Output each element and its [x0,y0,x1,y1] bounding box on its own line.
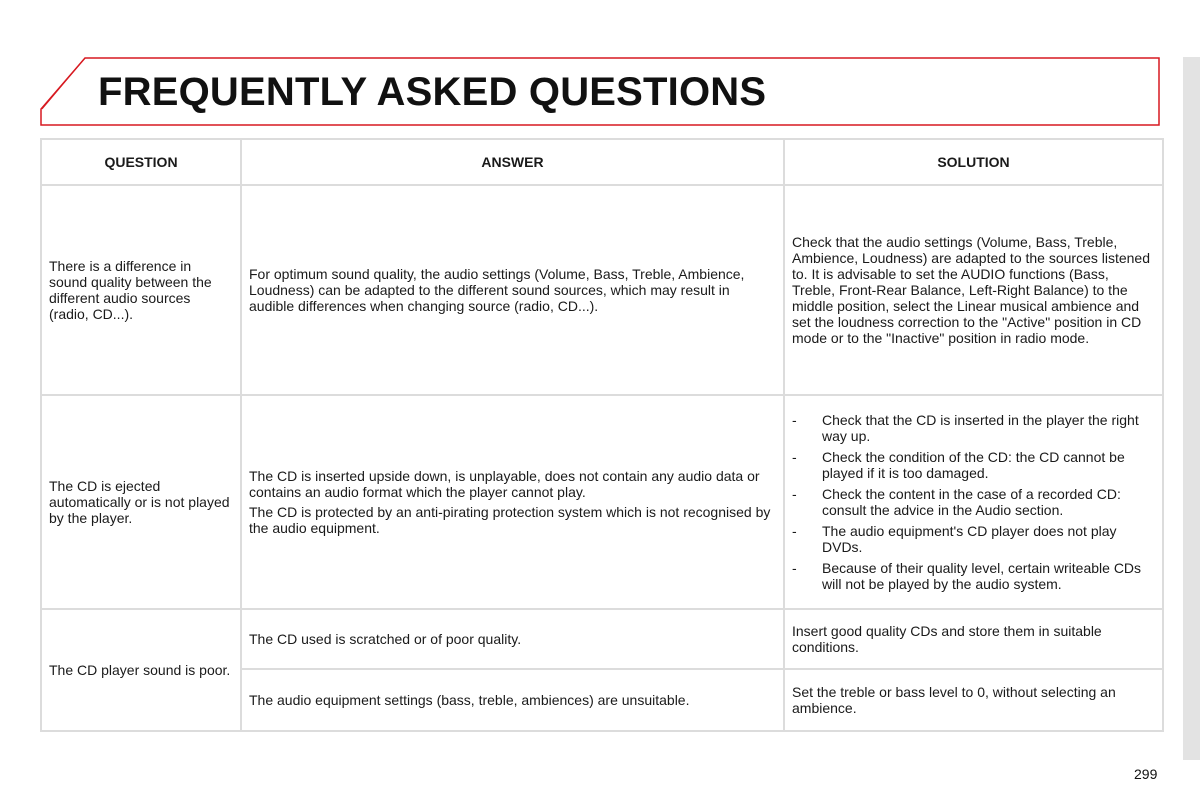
bullet-text: Check the condition of the CD: the CD cannot be played if it is too damaged. [822,449,1125,481]
column-header-solution: SOLUTION [784,139,1163,185]
answer-text: The CD is inserted upside down, is unplayable, does not contain any audio data or contains an audio format which the player cannot play. [249,468,760,500]
side-tab-strip [1183,57,1200,760]
column-header-answer: ANSWER [241,139,784,185]
bullet-dash: - [792,486,797,502]
solution-bullet [792,523,1155,555]
page-title: FREQUENTLY ASKED QUESTIONS [98,70,767,114]
solution-cell: Insert good quality CDs and store them in suitable conditions. [784,609,1163,669]
column-header-question: QUESTION [41,139,241,185]
question-cell: The CD is ejected automatically or is not played by the player. [41,395,241,609]
bullet-dash: - [792,412,797,428]
bullet-text: The audio equipment's CD player does not play DVDs. [822,523,1117,555]
solution-bullet-list [792,412,1155,592]
solution-cell [784,395,1163,609]
answer-text: For optimum sound quality, the audio settings (Volume, Bass, Treble, Ambience, Loudness) can be adapted to the different sound sources, which may result in audible differences when changing source (radio, CD...). [249,266,745,314]
page-title-banner [40,57,1160,126]
bullet-text: Because of their quality level, certain writeable CDs will not be played by the audio system. [822,560,1142,592]
solution-bullet [792,560,1155,592]
solution-bullet [792,412,1155,444]
answer-text: The CD is protected by an anti-pirating protection system which is not recognised by the audio equipment. [249,504,771,536]
solution-cell: Check that the audio settings (Volume, Bass, Treble, Ambience, Loudness) are adapted to the sources listened to. It is advisable to set the AUDIO functions (Bass, Treble, Front-Rear Balance, Left-Right Balance) to the middle position, select the Linear musical ambience and set the loudness correction to the "Active" position in CD mode or to the "Inactive" position in radio mode. [784,185,1163,395]
solution-cell: Set the treble or bass level to 0, without selecting an ambience. [784,669,1163,731]
table-row [41,395,1163,609]
solution-bullet [792,486,1155,518]
bullet-dash: - [792,449,797,465]
faq-table [40,138,1164,732]
bullet-dash: - [792,523,797,539]
table-row [41,185,1163,395]
table-header-row [41,139,1163,185]
answer-cell: The audio equipment settings (bass, treble, ambiences) are unsuitable. [241,669,784,731]
bullet-text: Check the content in the case of a recorded CD: consult the advice in the Audio section. [822,486,1121,518]
question-cell: There is a difference in sound quality between the different audio sources (radio, CD...). [41,185,241,395]
question-cell: The CD player sound is poor. [41,609,241,731]
solution-bullet [792,449,1155,481]
page-number: 299 [1134,766,1158,782]
answer-cell: The CD used is scratched or of poor quality. [241,609,784,669]
bullet-text: Check that the CD is inserted in the player the right way up. [822,412,1139,444]
bullet-dash: - [792,560,797,576]
answer-cell [241,395,784,609]
table-row [41,609,1163,669]
answer-cell [241,185,784,395]
